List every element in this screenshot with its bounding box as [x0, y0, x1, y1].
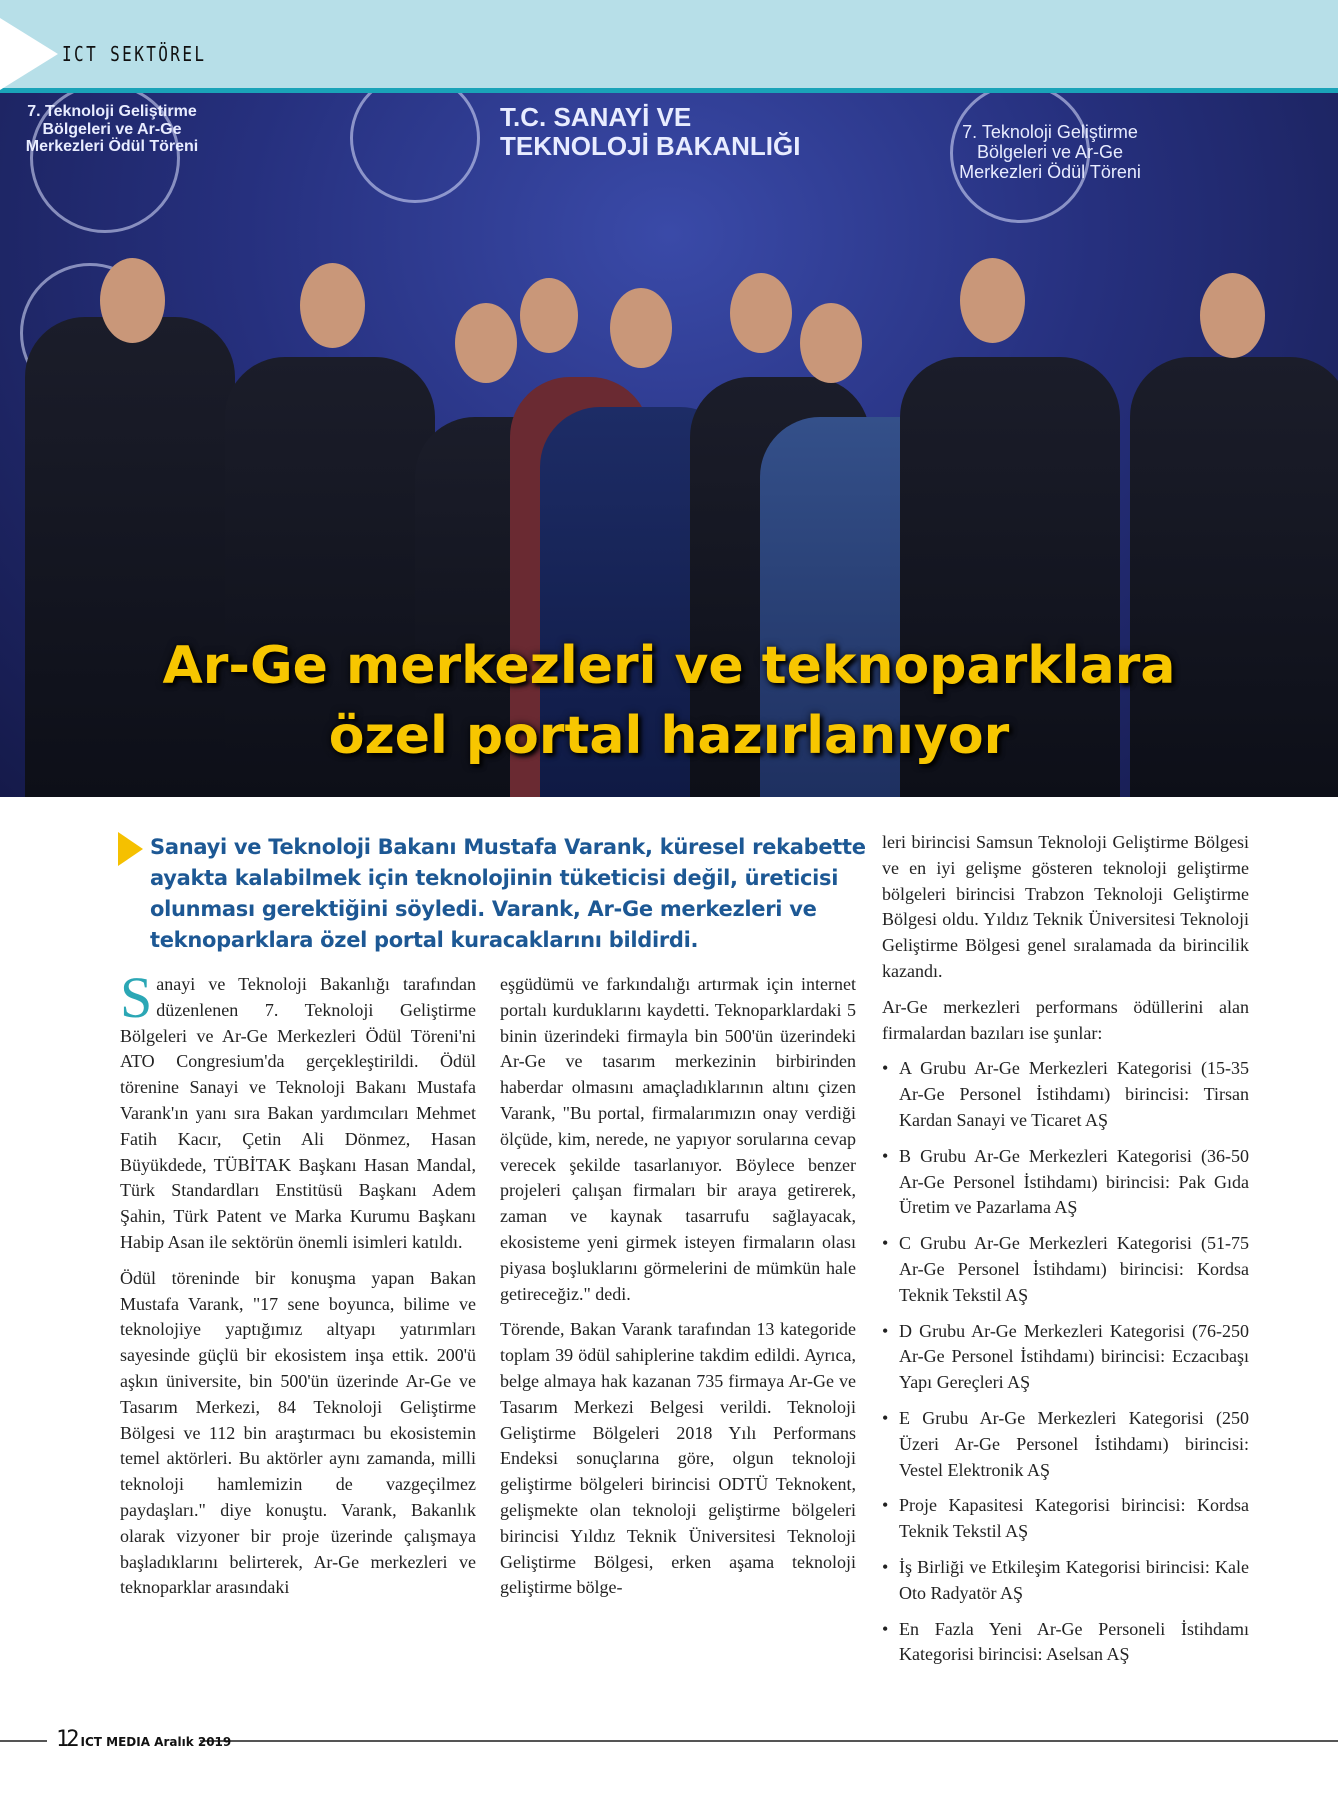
- list-item: • En Fazla Yeni Ar-Ge Personeli İstihdamı Kategorisi birincisi: Aselsan AŞ: [882, 1617, 1249, 1669]
- paragraph: [120, 965, 476, 1256]
- paragraph: eşgüdümü ve farkındalığı artırmak için internet portalı kurduklarını kaydetti. Teknoparklardaki 5 binin üzerindeki firmayla bin 500'ün üzerindeki Ar-Ge ve tasarım merkezinin birbirinden haberdar olmasını amaçladıklarının altını çizen Varank, "Bu portal, firmalarımızın onay verdiği ölçüde, kim, nerede, ne yapıyor sorularına cevap verecek şekilde tasarlanıyor. Böylece benzer projeleri çalışan firmaları bir araya getirerek, zaman ve kaynak tasarrufu sağlayacak, ekosisteme yeni girmek isteyen firmaların olası piyasa boşluklarını görmelerini de mümkün hale getireceğiz." dedi.: [500, 974, 856, 1304]
- backdrop-ministry-text: T.C. SANAYİ VE TEKNOLOJİ BAKANLIĞI: [500, 102, 801, 161]
- list-item: • E Grubu Ar-Ge Merkezleri Kategorisi (250 Üzeri Ar-Ge Personel İstihdamı) birincisi: Vestel Elektronik AŞ: [882, 1406, 1249, 1483]
- person-head: [610, 288, 672, 368]
- triangle-marker-icon: [0, 18, 58, 90]
- person-head: [455, 303, 517, 383]
- column-3: [882, 830, 1249, 1678]
- footer-rule: [0, 1740, 47, 1742]
- paragraph: Ödül töreninde bir konuşma yapan Bakan Mustafa Varank, "17 sene boyunca, bilime ve teknolojiye yaptığımız altyapı yatırımları sayesinde güçlü bir ekosistem inşa ettik. 200'ü aşkın üniversite, bin 500'ün üzerinde Ar-Ge ve Tasarım Merkezi, 84 Teknoloji Geliştirme Bölgesi ve 112 bin araştırmacı bu ekosistemin temel aktörleri. Bu aktörler aynı zamanda, milli teknoloji hamlemizin de vazgeçilmez paydaşları." diye konuştu. Varank, Bakanlık olarak vizyoner bir proje üzerinde çalışmaya başladıklarını belirterek, Ar-Ge merkezleri ve teknoparklar arasındaki: [120, 1267, 476, 1598]
- backdrop-event-text: 7. Teknoloji Geliştirme Bölgeleri ve Ar-Ge Merkezleri Ödül Töreni: [25, 103, 199, 156]
- backdrop-event-text: 7. Teknoloji Geliştirme Bölgeleri ve Ar-Ge Merkezleri Ödül Töreni: [959, 122, 1141, 182]
- person-head: [730, 273, 792, 353]
- column-1: [120, 965, 476, 1611]
- paragraph-text: anayi ve Teknoloji Bakanlığı tarafından düzenlenen 7. Teknoloji Geliştirme Bölgeleri ve Ar-Ge Merkezleri Ödül Töreni'ni ATO Congresium'da gerçekleştirildi. Ödül törenine Sanayi ve Teknoloji Bakanı Mustafa Varank'ın yanı sıra Bakan yardımcıları Mehmet Fatih Kacır, Çetin Ali Dönmez, Hasan Büyükdede, TÜBİTAK Başkanı Hasan Mandal, Türk Standardları Enstitüsü Başkanı Adem Şahin, Türk Patent ve Marka Kurumu Başkanı Habip Asan ile sektörün önemli isimleri katıldı.: [120, 974, 476, 1252]
- paragraph: leri birincisi Samsun Teknoloji Geliştirme Bölgesi ve en iyi gelişme gösteren teknoloji geliştirme bölgeleri birincisi Trabzon Teknoloji Geliştirme Bölgesi oldu. Yıldız Teknik Üniversitesi Teknoloji Geliştirme Bölgesi genel sıralamada da birincilik kazandı.: [882, 832, 1249, 981]
- page-footer: [56, 1727, 231, 1752]
- person-head: [1200, 273, 1265, 358]
- title-line-2: özel portal hazırlanıyor: [328, 706, 1010, 766]
- publication-info: ICT MEDIA Aralık 2019: [80, 1735, 232, 1749]
- section-label: ICT SEKTÖREL: [62, 42, 207, 66]
- person-head: [960, 258, 1025, 343]
- list-item: • D Grubu Ar-Ge Merkezleri Kategorisi (76-250 Ar-Ge Personel İstihdamı) birincisi: Eczacıbaşı Yapı Gereçleri AŞ: [882, 1319, 1249, 1396]
- list-item: • Proje Kapasitesi Kategorisi birincisi: Kordsa Teknik Tekstil AŞ: [882, 1493, 1249, 1545]
- person-head: [520, 278, 578, 353]
- footer-rule: [200, 1740, 1338, 1742]
- award-list: [882, 1056, 1249, 1668]
- ministry-logo-icon: [350, 93, 480, 203]
- lead-arrow-icon: [118, 832, 143, 866]
- person-head: [300, 263, 365, 348]
- hero-photo: [0, 93, 1338, 797]
- list-item: • A Grubu Ar-Ge Merkezleri Kategorisi (15-35 Ar-Ge Personel İstihdamı) birincisi: Tirsan Kardan Sanayi ve Ticaret AŞ: [882, 1056, 1249, 1133]
- person-head: [800, 303, 862, 383]
- column-2: [500, 972, 856, 1611]
- person-head: [100, 258, 165, 343]
- paragraph: Törende, Bakan Varank tarafından 13 kategoride toplam 39 ödül sahiplerine takdim edildi. Ayrıca, belge almaya hak kazanan 735 firmaya Ar-Ge ve Tasarım Merkezi Belgesi verildi. Teknoloji Geliştirme Bölgeleri 2018 Yılı Performans Endeksi sonuçlarına göre, olgun teknoloji geliştirme bölgeleri birincisi ODTÜ Teknokent, gelişmekte olan teknoloji geliştirme bölgeleri birincisi Yıldız Teknik Üniversitesi Teknoloji Geliştirme Bölgesi, erken aşama teknoloji geliştirme bölge-: [500, 1319, 856, 1598]
- list-item: • B Grubu Ar-Ge Merkezleri Kategorisi (36-50 Ar-Ge Personel İstihdamı) birincisi: Pak Gıda Üretim ve Pazarlama AŞ: [882, 1144, 1249, 1221]
- page-number: 12: [56, 1727, 77, 1752]
- title-line-1: Ar-Ge merkezleri ve teknoparklara: [162, 636, 1176, 696]
- drop-cap: S: [120, 965, 153, 1030]
- article-lead: Sanayi ve Teknoloji Bakanı Mustafa Varank, küresel rekabette ayakta kalabilmek için teknolojinin tüketicisi değil, üreticisi olunması gerektiğini söyledi. Varank, Ar-Ge merkezleri ve teknoparklara özel portal kuracaklarını bildirdi.: [150, 835, 866, 952]
- article-title: [0, 631, 1338, 771]
- paragraph: Ar-Ge merkezleri performans ödüllerini alan firmalardan bazıları ise şunlar:: [882, 996, 1249, 1043]
- list-item: • C Grubu Ar-Ge Merkezleri Kategorisi (51-75 Ar-Ge Personel İstihdamı) birincisi: Kordsa Teknik Tekstil AŞ: [882, 1231, 1249, 1308]
- list-item: • İş Birliği ve Etkileşim Kategorisi birincisi: Kale Oto Radyatör AŞ: [882, 1555, 1249, 1607]
